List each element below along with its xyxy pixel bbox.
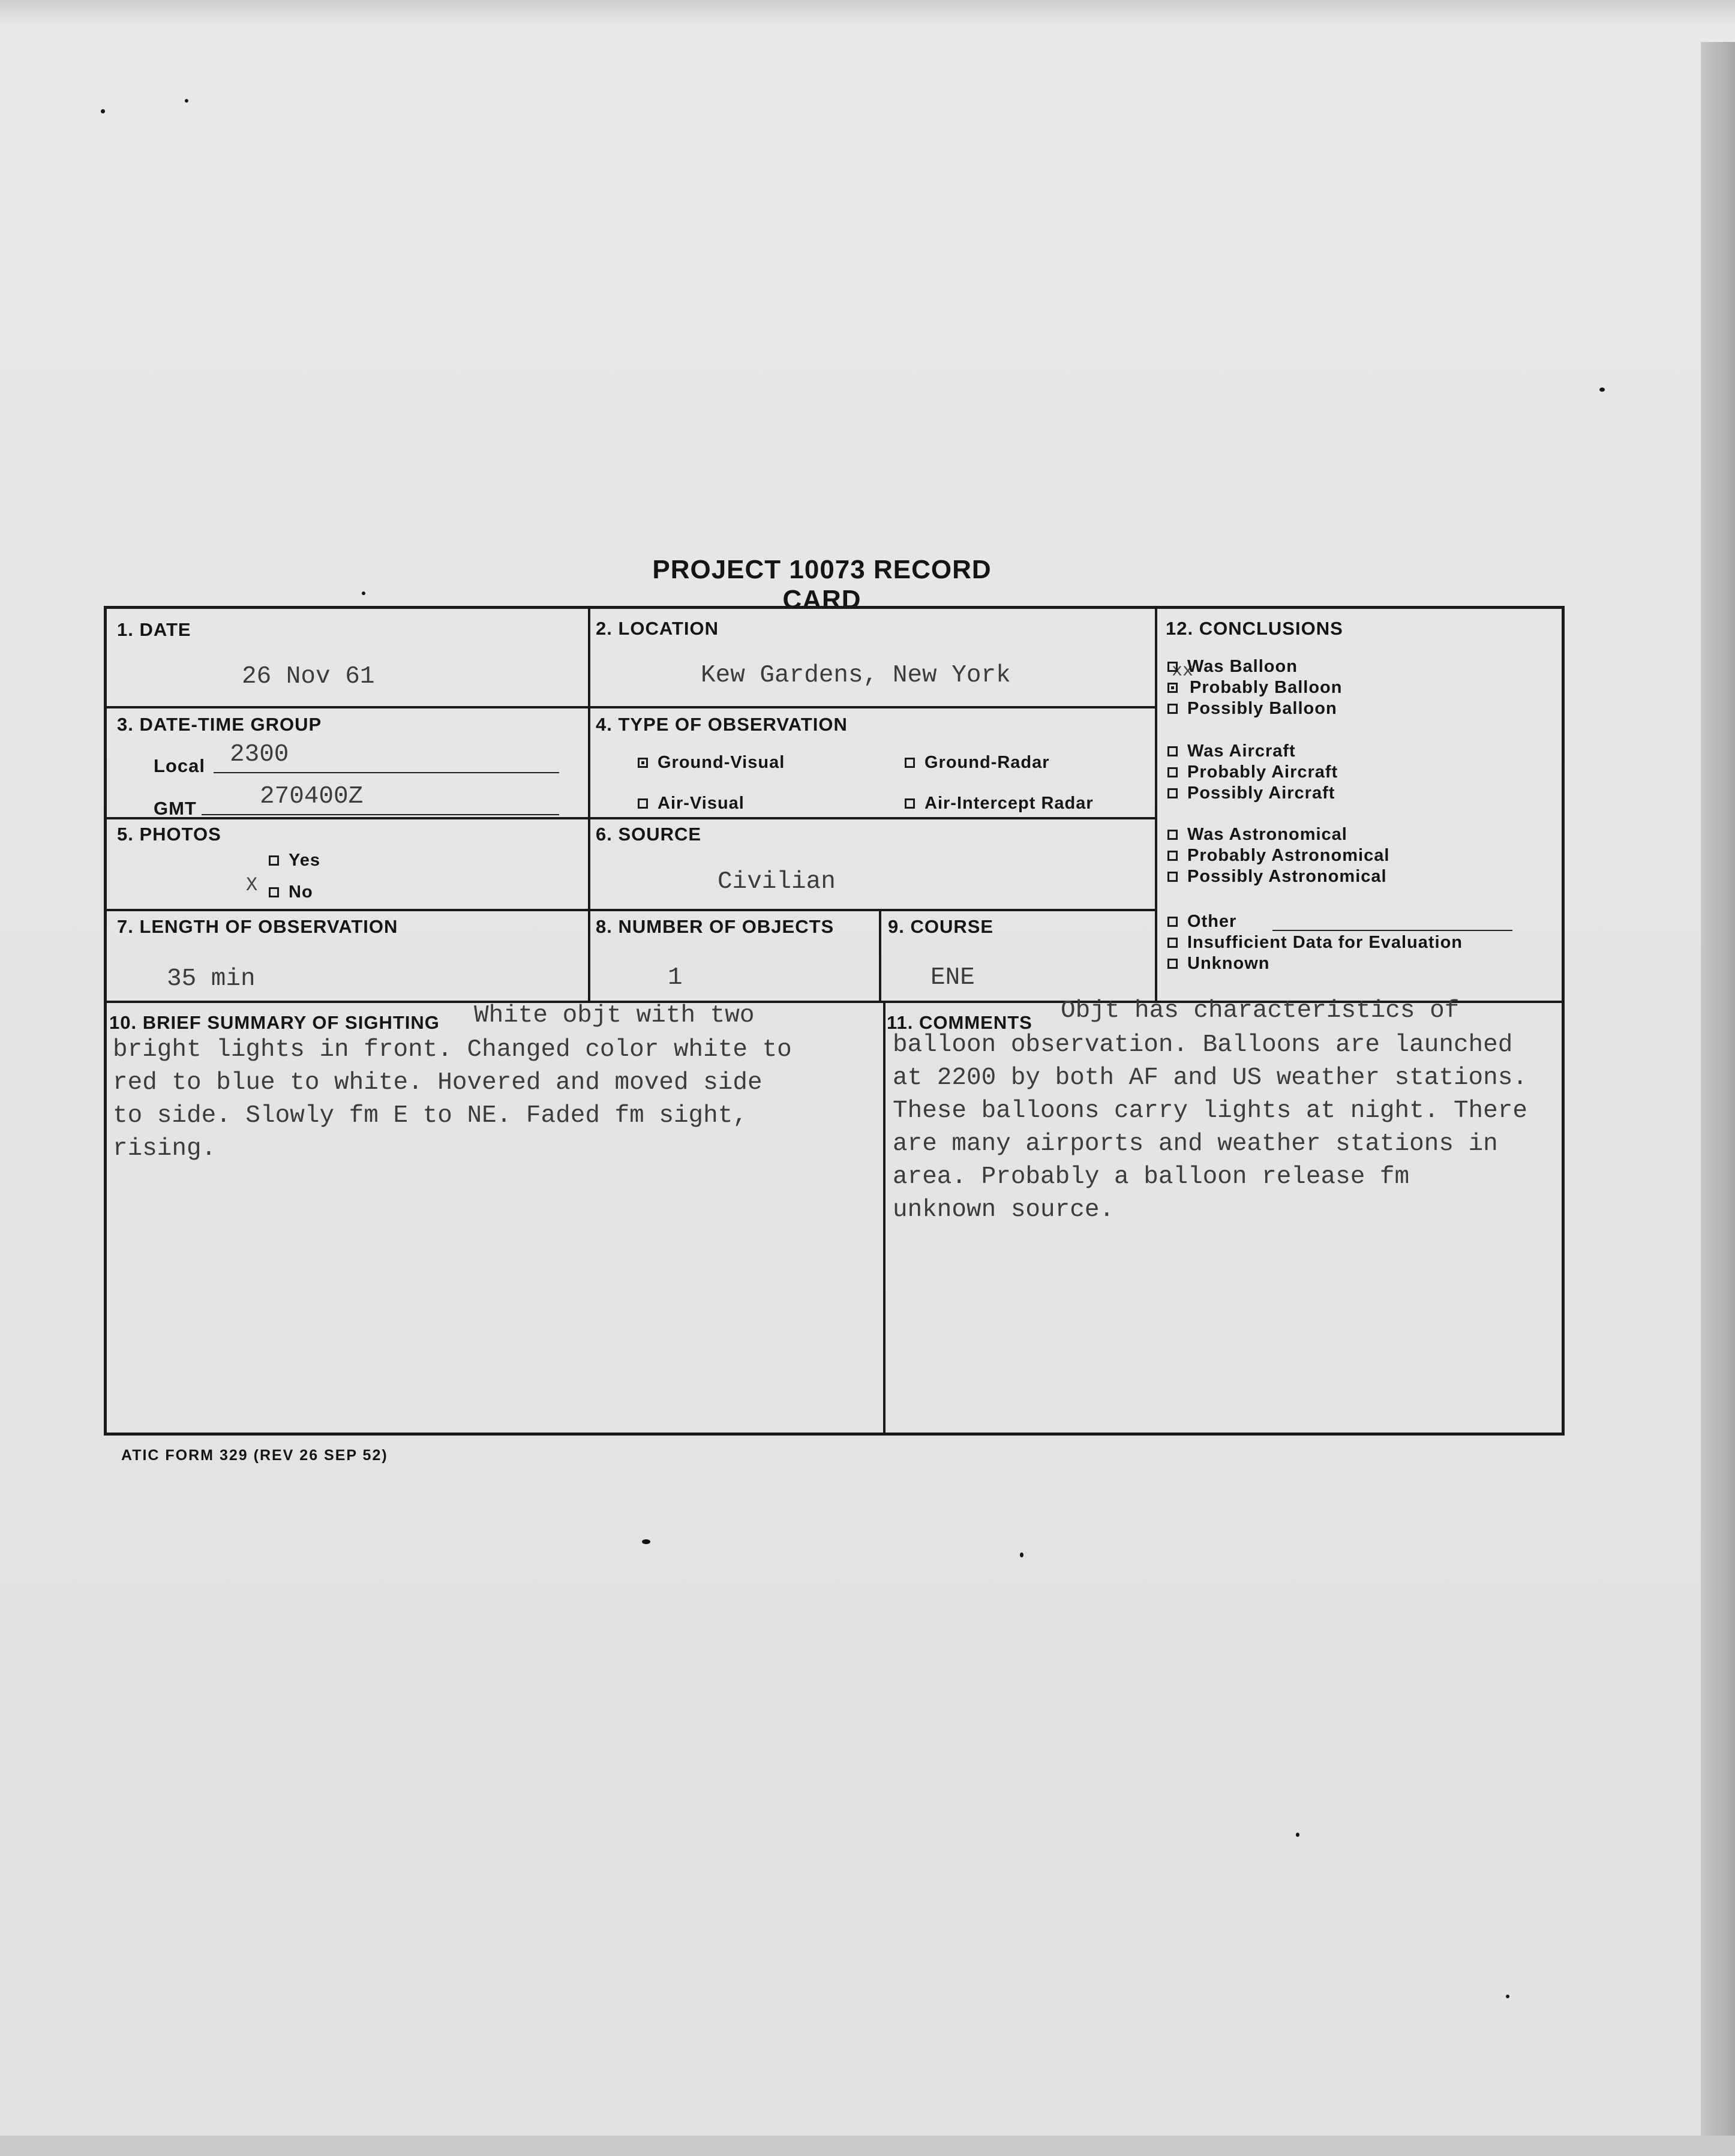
comments-label: 11. COMMENTS [887,1012,1032,1033]
divider [879,909,881,1002]
checkbox[interactable] [638,798,648,809]
option-ground-visual[interactable]: Ground-Visual [638,753,785,773]
conclusion-insufficient-data[interactable]: Insufficient Data for Evaluation [1167,933,1463,953]
gmt-underline [202,814,559,815]
source-label: 6. SOURCE [596,824,702,845]
objects-label: 8. NUMBER OF OBJECTS [596,916,835,937]
scan-edge-top [0,0,1735,24]
scan-edge-bottom [0,2136,1735,2156]
photos-typed-x: X [246,874,258,896]
course-label: 9. COURSE [888,916,994,937]
date-value: 26 Nov 61 [242,663,375,690]
option-air-visual[interactable]: Air-Visual [638,794,745,813]
observation-type-label: 4. TYPE OF OBSERVATION [596,714,848,735]
photos-yes-option[interactable]: Yes [269,851,320,870]
summary-text: bright lights in front. Changed color white to red to blue to white. Hovered and moved side to side. Slowly fm E to NE. Faded fm sight, rising. [113,1036,792,1163]
summary-first-line: White objt with two [474,1002,755,1029]
divider [883,1002,885,1436]
dust-speck [1599,388,1605,392]
checkbox[interactable] [1167,851,1178,861]
dust-speck [1296,1833,1299,1837]
checkbox[interactable] [1167,704,1178,714]
local-underline [214,772,559,773]
checkbox[interactable] [1167,917,1178,927]
conclusion-possibly-balloon[interactable]: Possibly Balloon [1167,699,1337,719]
conclusion-possibly-aircraft[interactable]: Possibly Aircraft [1167,783,1335,803]
checkbox[interactable] [1167,788,1178,798]
checkbox[interactable] [269,855,279,866]
location-value: Kew Gardens, New York [701,662,1011,689]
dust-speck [185,99,188,103]
length-label: 7. LENGTH OF OBSERVATION [117,916,398,937]
conclusion-other[interactable]: Other [1167,912,1236,932]
checkbox[interactable] [1167,662,1178,672]
objects-value: 1 [668,964,683,992]
conclusions-label: 12. CONCLUSIONS [1166,618,1343,639]
form-code: ATIC FORM 329 (REV 26 SEP 52) [121,1447,388,1464]
divider [588,609,590,1001]
dust-speck [1506,1995,1509,1998]
checkbox[interactable] [1167,938,1178,948]
checkbox[interactable] [905,758,915,768]
scan-edge-right [1701,42,1735,2156]
divider [107,909,1156,911]
option-air-intercept-radar[interactable]: Air-Intercept Radar [905,794,1094,813]
record-card [104,606,1565,1436]
checkbox[interactable] [269,887,279,897]
length-value: 35 min [167,965,256,993]
conclusion-was-aircraft[interactable]: Was Aircraft [1167,741,1296,761]
checkbox[interactable] [1167,767,1178,777]
checkbox[interactable] [1167,959,1178,969]
checkbox-checked[interactable] [1167,683,1178,693]
gmt-label: GMT [154,798,197,819]
course-value: ENE [930,964,975,992]
checkbox[interactable] [1167,872,1178,882]
checkbox[interactable] [1167,746,1178,756]
conclusion-possibly-astronomical[interactable]: Possibly Astronomical [1167,867,1387,887]
conclusion-probably-aircraft[interactable]: Probably Aircraft [1167,762,1338,782]
summary-label: 10. BRIEF SUMMARY OF SIGHTING [109,1012,440,1033]
conclusion-was-astronomical[interactable]: Was Astronomical [1167,825,1347,845]
checkbox[interactable] [905,798,915,809]
gmt-value: 270400Z [260,783,364,810]
local-label: Local [154,755,205,776]
conclusion-probably-balloon[interactable]: Probably Balloon [1167,678,1342,698]
location-label: 2. LOCATION [596,618,719,639]
conclusion-unknown[interactable]: Unknown [1167,954,1270,974]
divider [107,706,1156,708]
checkbox[interactable] [1167,830,1178,840]
dust-speck [362,591,365,595]
photos-label: 5. PHOTOS [117,824,221,845]
other-underline [1272,930,1512,931]
local-value: 2300 [230,741,289,768]
checkbox-checked[interactable] [638,758,648,768]
conclusions-typed-xx: xx [1172,661,1194,681]
source-value: Civilian [718,868,836,896]
dust-speck [101,109,105,113]
comments-first-line: Objt has characteristics of [1061,997,1460,1025]
divider [107,817,1156,819]
dust-speck [642,1539,650,1544]
comments-text: balloon observation. Balloons are launched at 2200 by both AF and US weather stations. These balloons carry lights at night. There are many airports and weather stations in area. Probably a balloon release fm unknown source. [893,1031,1527,1224]
card-title: PROJECT 10073 RECORD CARD [652,555,992,614]
dtg-label: 3. DATE-TIME GROUP [117,714,322,735]
conclusion-probably-astronomical[interactable]: Probably Astronomical [1167,846,1389,866]
divider [1155,609,1157,1001]
photos-no-option[interactable]: No [269,882,313,902]
conclusion-was-balloon[interactable]: Was Balloon [1167,657,1298,677]
date-label: 1. DATE [117,619,191,640]
option-ground-radar[interactable]: Ground-Radar [905,753,1050,773]
dust-speck [1020,1553,1023,1557]
